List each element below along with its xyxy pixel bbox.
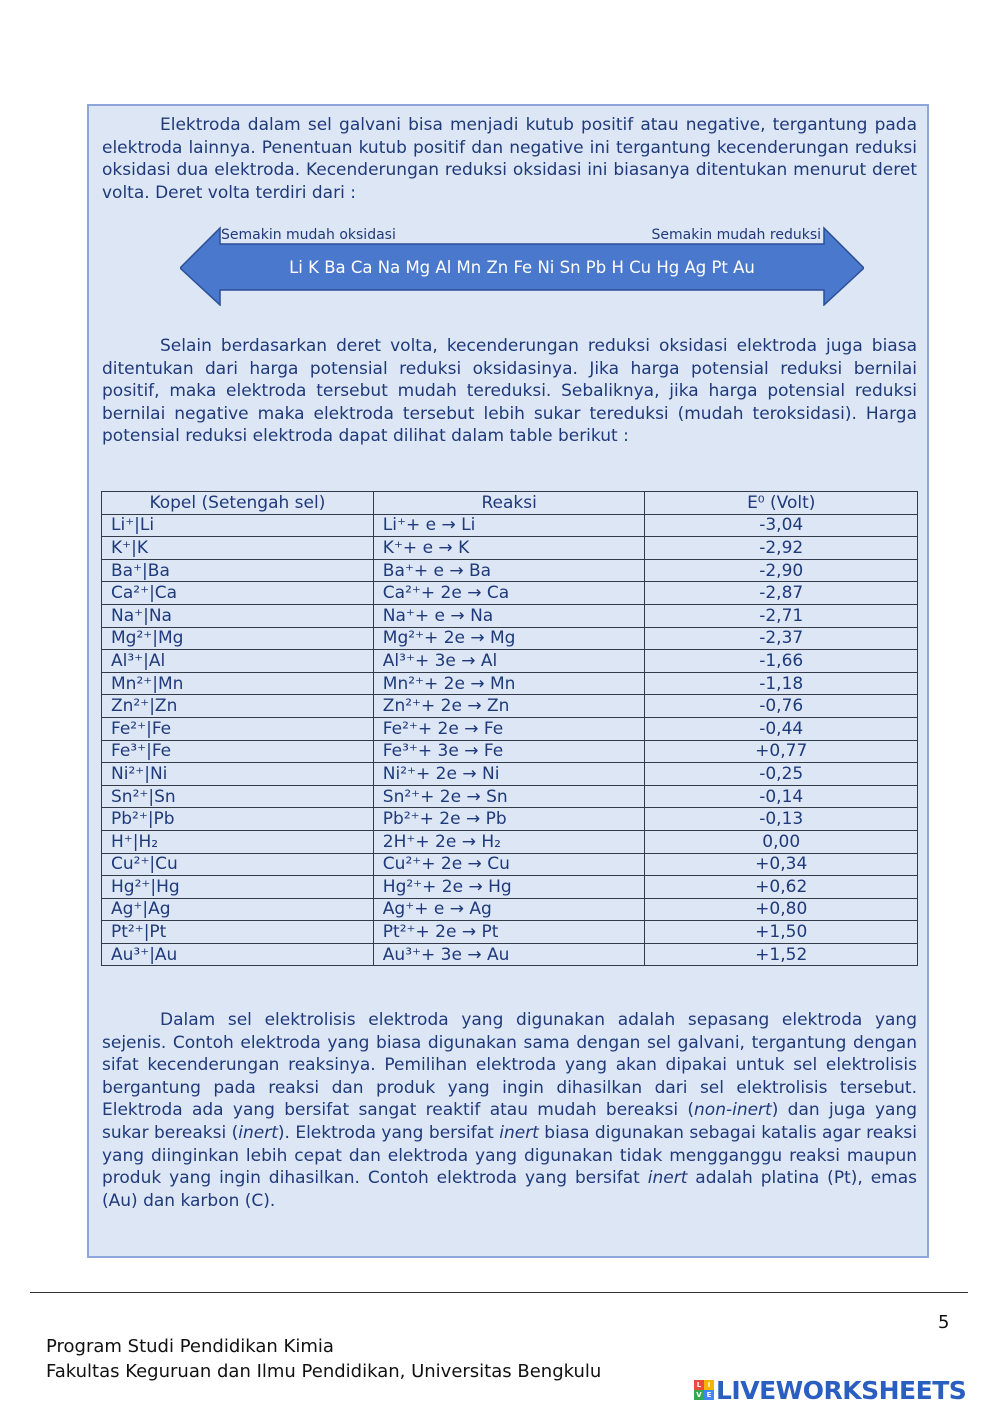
cell-kopel: Hg²⁺|Hg	[102, 876, 374, 899]
table-row	[102, 898, 918, 921]
table-row	[102, 514, 918, 537]
cell-kopel: Au³⁺|Au	[102, 943, 374, 966]
liveworksheets-logo	[694, 1374, 966, 1406]
cell-reaksi: Fe²⁺+ 2e → Fe	[373, 717, 645, 740]
cell-reaksi: Sn²⁺+ 2e → Sn	[373, 785, 645, 808]
footer-divider	[30, 1292, 968, 1293]
header-kopel: Kopel (Setengah sel)	[102, 492, 374, 515]
cell-reaksi: Mn²⁺+ 2e → Mn	[373, 672, 645, 695]
cell-kopel: Fe³⁺|Fe	[102, 740, 374, 763]
cell-reaksi: 2H⁺+ 2e → H₂	[373, 830, 645, 853]
cell-reaksi: Au³⁺+ 3e → Au	[373, 943, 645, 966]
table-row	[102, 876, 918, 899]
table-row	[102, 695, 918, 718]
cell-reaksi: Na⁺+ e → Na	[373, 604, 645, 627]
reduction-potential-table	[101, 491, 918, 966]
brand-mark-letter: I	[704, 1380, 714, 1390]
table-row	[102, 582, 918, 605]
cell-potential: +0,80	[645, 898, 918, 921]
cell-reaksi: Hg²⁺+ 2e → Hg	[373, 876, 645, 899]
cell-potential: +1,52	[645, 943, 918, 966]
cell-reaksi: Ba⁺+ e → Ba	[373, 559, 645, 582]
cell-reaksi: Pb²⁺+ 2e → Pb	[373, 808, 645, 831]
cell-reaksi: Mg²⁺+ 2e → Mg	[373, 627, 645, 650]
cell-potential: -0,25	[645, 763, 918, 786]
brand-mark-letter: E	[704, 1390, 714, 1400]
table-row	[102, 672, 918, 695]
table-row	[102, 763, 918, 786]
table-row	[102, 717, 918, 740]
cell-potential: -2,71	[645, 604, 918, 627]
paragraph-potential	[102, 335, 917, 448]
table-row	[102, 943, 918, 966]
cell-kopel: Mg²⁺|Mg	[102, 627, 374, 650]
cell-potential: -2,37	[645, 627, 918, 650]
cell-kopel: Li⁺|Li	[102, 514, 374, 537]
cell-reaksi: Ni²⁺+ 2e → Ni	[373, 763, 645, 786]
cell-potential: -0,44	[645, 717, 918, 740]
paragraph-electrolysis	[102, 1009, 917, 1212]
table-row	[102, 627, 918, 650]
cell-reaksi: K⁺+ e → K	[373, 537, 645, 560]
cell-kopel: Ni²⁺|Ni	[102, 763, 374, 786]
header-reaksi: Reaksi	[373, 492, 645, 515]
table-row	[102, 740, 918, 763]
cell-potential: -2,92	[645, 537, 918, 560]
paragraph-intro-text: Elektroda dalam sel galvani bisa menjadi kutub positif atau negative, tergantung pada elektroda lainnya. Penentuan kutub positif dan negative ini tergantung kecenderungan reduksi oksidasi dua elektroda. Kecenderungan reduksi oksidasi ini biasanya ditentukan menurut deret volta. Deret volta terdiri dari :	[102, 115, 917, 203]
electrolysis-text-d: biasa digunakan sebagai katalis agar reaksi yang diinginkan lebih cepat dan elektroda yang digunakan tidak mengganggu reaksi maupun produk yang ingin dihasilkan. Contoh elektroda yang bersifat	[102, 1122, 917, 1189]
electrolysis-em-inert-2: inert	[499, 1122, 539, 1143]
cell-potential: -0,76	[645, 695, 918, 718]
electrolysis-text-b: ) dan juga yang sukar bereaksi (	[102, 1100, 918, 1143]
cell-reaksi: Pt²⁺+ 2e → Pt	[373, 921, 645, 944]
cell-potential: 0,00	[645, 830, 918, 853]
cell-potential: +0,62	[645, 876, 918, 899]
cell-reaksi: Fe³⁺+ 3e → Fe	[373, 740, 645, 763]
cell-potential: -2,90	[645, 559, 918, 582]
table-row	[102, 650, 918, 673]
cell-potential: -1,66	[645, 650, 918, 673]
volta-series-arrow	[180, 226, 864, 306]
page-number: 5	[938, 1312, 950, 1333]
cell-kopel: Sn²⁺|Sn	[102, 785, 374, 808]
table-row	[102, 559, 918, 582]
header-potential: E⁰ (Volt)	[645, 492, 918, 515]
cell-potential: +1,50	[645, 921, 918, 944]
cell-potential: +0,34	[645, 853, 918, 876]
cell-kopel: Zn²⁺|Zn	[102, 695, 374, 718]
electrolysis-text-e: adalah platina (Pt), emas (Au) dan karbon (C).	[102, 1168, 917, 1211]
cell-reaksi: Al³⁺+ 3e → Al	[373, 650, 645, 673]
table-row	[102, 853, 918, 876]
cell-reaksi: Cu²⁺+ 2e → Cu	[373, 853, 645, 876]
footer-faculty: Fakultas Keguruan dan Ilmu Pendidikan, Universitas Bengkulu	[46, 1361, 602, 1382]
table-row	[102, 921, 918, 944]
cell-kopel: Ag⁺|Ag	[102, 898, 374, 921]
paragraph-potential-text: Selain berdasarkan deret volta, kecenderungan reduksi oksidasi elektroda juga biasa ditentukan dari harga potensial reduksi oksidasinya. Jika harga potensial reduksi bernilai positif, maka elektroda tersebut mudah tereduksi. Sebaliknya, jika harga potensial reduksi bernilai negative maka elektroda tersebut lebih sukar tereduksi (mudah teroksidasi). Harga potensial reduksi elektroda dapat dilihat dalam table berikut :	[102, 336, 917, 447]
oxidation-label: Semakin mudah oksidasi	[221, 227, 396, 243]
cell-potential: -0,13	[645, 808, 918, 831]
table-row	[102, 785, 918, 808]
electrolysis-em-non-inert: non-inert	[694, 1100, 772, 1121]
cell-reaksi: Ca²⁺+ 2e → Ca	[373, 582, 645, 605]
liveworksheets-wordmark: LIVEWORKSHEETS	[716, 1375, 967, 1405]
table-header-row	[102, 492, 918, 515]
cell-reaksi: Ag⁺+ e → Ag	[373, 898, 645, 921]
cell-reaksi: Zn²⁺+ 2e → Zn	[373, 695, 645, 718]
cell-kopel: Al³⁺|Al	[102, 650, 374, 673]
cell-potential: -1,18	[645, 672, 918, 695]
volta-series: Li K Ba Ca Na Mg Al Mn Zn Fe Ni Sn Pb H Cu Hg Ag Pt Au	[289, 258, 755, 277]
table-row	[102, 808, 918, 831]
electrolysis-text-a: Dalam sel elektrolisis elektroda yang digunakan adalah sepasang elektroda yang sejenis. Contoh elektroda yang biasa digunakan sama dengan sel galvani, tergantung dengan sifat kecenderungan reaksinya. Pemilihan elektroda yang akan dipakai untuk sel elektrolisis bergantung pada reaksi dan produk yang ingin dihasilkan dari sel elektrolisis tersebut. Elektroda ada yang bersifat sangat reaktif atau mudah bereaksi (	[102, 1010, 917, 1121]
cell-kopel: H⁺|H₂	[102, 830, 374, 853]
brand-mark-letter: V	[694, 1390, 704, 1400]
cell-kopel: Na⁺|Na	[102, 604, 374, 627]
cell-kopel: Ba⁺|Ba	[102, 559, 374, 582]
reduction-label: Semakin mudah reduksi	[651, 227, 821, 243]
table-row	[102, 830, 918, 853]
cell-potential: +0,77	[645, 740, 918, 763]
table-row	[102, 537, 918, 560]
cell-kopel: K⁺|K	[102, 537, 374, 560]
paragraph-intro	[102, 114, 917, 204]
electrolysis-text-c: ). Elektroda yang bersifat	[277, 1122, 500, 1143]
cell-kopel: Pt²⁺|Pt	[102, 921, 374, 944]
cell-potential: -3,04	[645, 514, 918, 537]
cell-kopel: Pb²⁺|Pb	[102, 808, 374, 831]
table-row	[102, 604, 918, 627]
brand-mark-letter: L	[694, 1380, 704, 1390]
cell-potential: -0,14	[645, 785, 918, 808]
cell-reaksi: Li⁺+ e → Li	[373, 514, 645, 537]
electrolysis-em-inert-1: inert	[238, 1122, 278, 1143]
cell-kopel: Mn²⁺|Mn	[102, 672, 374, 695]
cell-kopel: Fe²⁺|Fe	[102, 717, 374, 740]
electrolysis-em-inert-3: inert	[647, 1168, 688, 1189]
table-body	[102, 514, 918, 966]
cell-kopel: Ca²⁺|Ca	[102, 582, 374, 605]
cell-potential: -2,87	[645, 582, 918, 605]
cell-kopel: Cu²⁺|Cu	[102, 853, 374, 876]
liveworksheets-mark-icon	[694, 1380, 714, 1400]
footer-program: Program Studi Pendidikan Kimia	[46, 1336, 334, 1357]
